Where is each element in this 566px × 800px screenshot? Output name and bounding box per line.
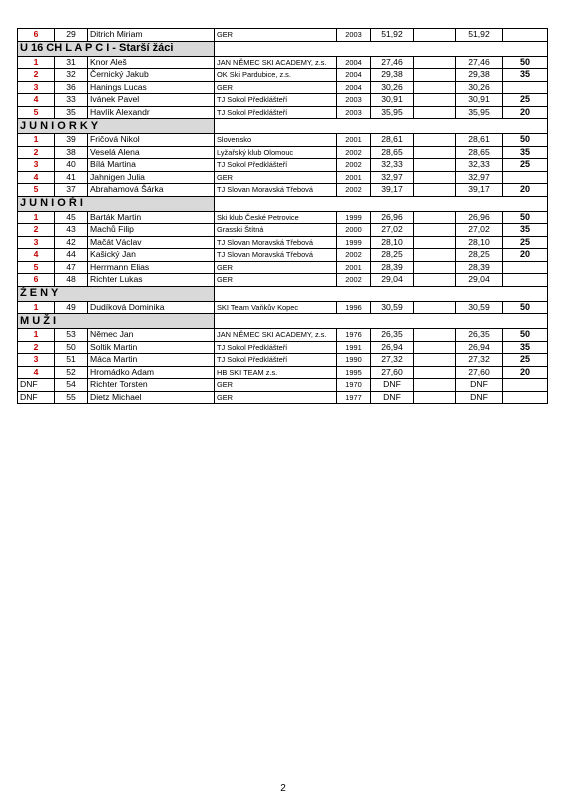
competitor-name-cell: Barták Martin [88,211,215,224]
bib-number-cell: 32 [55,69,88,82]
place-cell: 5 [18,106,55,119]
bib-number-cell: 29 [55,29,88,42]
second-run-cell [414,56,456,69]
competitor-name-cell: Němec Jan [88,329,215,342]
bib-number-cell: 54 [55,379,88,392]
run-time-cell: 27,60 [371,366,414,379]
competitor-name-cell: Kašický Jan [88,249,215,262]
points-cell [503,81,548,94]
total-time-cell: 26,96 [456,211,503,224]
points-cell: 35 [503,146,548,159]
run-time-cell: DNF [371,391,414,404]
place-cell: 6 [18,274,55,287]
category-blank-cell [215,119,548,134]
result-row [18,379,548,392]
place-cell: 3 [18,159,55,172]
place-cell: 5 [18,184,55,197]
run-time-cell: 51,92 [371,29,414,42]
second-run-cell [414,29,456,42]
place-cell: DNF [18,379,55,392]
points-cell [503,171,548,184]
points-cell: 20 [503,184,548,197]
place-cell: 2 [18,341,55,354]
run-time-cell: 39,17 [371,184,414,197]
club-cell: GER [215,81,337,94]
points-cell: 50 [503,211,548,224]
points-cell [503,391,548,404]
total-time-cell: DNF [456,379,503,392]
run-time-cell: 30,91 [371,94,414,107]
birth-year-cell: 2002 [337,184,371,197]
birth-year-cell: 2003 [337,94,371,107]
points-cell: 50 [503,56,548,69]
page-number: 2 [280,783,286,794]
run-time-cell: 28,65 [371,146,414,159]
category-blank-cell [215,196,548,211]
total-time-cell: 30,59 [456,301,503,314]
bib-number-cell: 37 [55,184,88,197]
competitor-name-cell: Bílá Martina [88,159,215,172]
total-time-cell: DNF [456,391,503,404]
competitor-name-cell: Máca Martin [88,354,215,367]
total-time-cell: 35,95 [456,106,503,119]
place-cell: 1 [18,329,55,342]
category-blank-cell [215,314,548,329]
result-row [18,341,548,354]
total-time-cell: 39,17 [456,184,503,197]
club-cell: GER [215,274,337,287]
place-cell: 1 [18,211,55,224]
run-time-cell: 32,33 [371,159,414,172]
club-cell: GER [215,171,337,184]
second-run-cell [414,134,456,147]
club-cell: TJ Sokol Předklášteří [215,106,337,119]
place-cell: 1 [18,56,55,69]
category-header-row [18,119,548,134]
bib-number-cell: 55 [55,391,88,404]
competitor-name-cell: Fričová Nikol [88,134,215,147]
place-cell: 2 [18,224,55,237]
club-cell: GER [215,391,337,404]
result-row [18,391,548,404]
competitor-name-cell: Herrmann Elias [88,261,215,274]
bib-number-cell: 52 [55,366,88,379]
bib-number-cell: 44 [55,249,88,262]
place-cell: 6 [18,29,55,42]
points-cell: 25 [503,94,548,107]
birth-year-cell: 1999 [337,211,371,224]
result-row [18,106,548,119]
second-run-cell [414,274,456,287]
place-cell: 4 [18,249,55,262]
points-cell: 50 [503,329,548,342]
place-cell: 2 [18,146,55,159]
points-cell [503,261,548,274]
bib-number-cell: 53 [55,329,88,342]
second-run-cell [414,379,456,392]
birth-year-cell: 1999 [337,236,371,249]
result-row [18,211,548,224]
category-header-row [18,41,548,56]
competitor-name-cell: Dietz Michael [88,391,215,404]
run-time-cell: 28,25 [371,249,414,262]
second-run-cell [414,94,456,107]
results-table [17,28,548,404]
second-run-cell [414,354,456,367]
run-time-cell: 26,94 [371,341,414,354]
bib-number-cell: 41 [55,171,88,184]
competitor-name-cell: Veselá Alena [88,146,215,159]
points-cell: 20 [503,106,548,119]
competitor-name-cell: Machů Filip [88,224,215,237]
result-row [18,366,548,379]
category-header-row [18,196,548,211]
total-time-cell: 28,65 [456,146,503,159]
run-time-cell: 30,59 [371,301,414,314]
place-cell: 4 [18,366,55,379]
competitor-name-cell: Ditrich Miriam [88,29,215,42]
second-run-cell [414,184,456,197]
second-run-cell [414,171,456,184]
result-row [18,224,548,237]
competitor-name-cell: Hanings Lucas [88,81,215,94]
second-run-cell [414,249,456,262]
category-header-row [18,286,548,301]
birth-year-cell: 2002 [337,249,371,262]
place-cell: 2 [18,69,55,82]
competitor-name-cell: Knor Aleš [88,56,215,69]
club-cell: Lyžařský klub Olomouc [215,146,337,159]
club-cell: GER [215,261,337,274]
club-cell: OK Ski Pardubice, z.s. [215,69,337,82]
second-run-cell [414,329,456,342]
result-row [18,261,548,274]
birth-year-cell: 2002 [337,274,371,287]
points-cell: 50 [503,301,548,314]
club-cell: GER [215,29,337,42]
total-time-cell: 30,91 [456,94,503,107]
run-time-cell: 29,38 [371,69,414,82]
total-time-cell: 27,02 [456,224,503,237]
birth-year-cell: 2001 [337,134,371,147]
result-row [18,159,548,172]
place-cell: 3 [18,81,55,94]
points-cell: 35 [503,224,548,237]
result-row [18,56,548,69]
result-row [18,249,548,262]
category-title: U 16 CH L A P C I - Starší žáci [18,41,215,56]
club-cell: SKI Team Vaňkův Kopec [215,301,337,314]
place-cell: 1 [18,134,55,147]
second-run-cell [414,224,456,237]
points-cell [503,274,548,287]
total-time-cell: 28,10 [456,236,503,249]
birth-year-cell: 1995 [337,366,371,379]
points-cell: 25 [503,354,548,367]
result-row [18,81,548,94]
bib-number-cell: 50 [55,341,88,354]
total-time-cell: 28,39 [456,261,503,274]
place-cell: 4 [18,171,55,184]
second-run-cell [414,211,456,224]
competitor-name-cell: Abrahamová Šárka [88,184,215,197]
bib-number-cell: 45 [55,211,88,224]
result-row [18,29,548,42]
category-title: Ž E N Y [18,286,215,301]
competitor-name-cell: Černický Jakub [88,69,215,82]
birth-year-cell: 2002 [337,159,371,172]
club-cell: TJ Sokol Předklášteří [215,354,337,367]
second-run-cell [414,159,456,172]
points-cell: 20 [503,249,548,262]
points-cell: 20 [503,366,548,379]
club-cell: TJ Slovan Moravská Třebová [215,236,337,249]
bib-number-cell: 42 [55,236,88,249]
total-time-cell: 29,38 [456,69,503,82]
club-cell: Slovensko [215,134,337,147]
birth-year-cell: 2004 [337,69,371,82]
birth-year-cell: 2001 [337,261,371,274]
club-cell: Grasski Štítná [215,224,337,237]
club-cell: TJ Sokol Předklášteří [215,159,337,172]
total-time-cell: 29,04 [456,274,503,287]
run-time-cell: 30,26 [371,81,414,94]
result-row [18,329,548,342]
total-time-cell: 51,92 [456,29,503,42]
bib-number-cell: 31 [55,56,88,69]
second-run-cell [414,106,456,119]
category-title: J U N I O R K Y [18,119,215,134]
competitor-name-cell: Hromádko Adam [88,366,215,379]
category-title: J U N I O Ř I [18,196,215,211]
results-body [18,29,548,404]
category-blank-cell [215,286,548,301]
result-row [18,69,548,82]
club-cell: HB SKI TEAM z.s. [215,366,337,379]
birth-year-cell: 2004 [337,56,371,69]
total-time-cell: 26,94 [456,341,503,354]
club-cell: GER [215,379,337,392]
run-time-cell: 28,10 [371,236,414,249]
total-time-cell: 27,60 [456,366,503,379]
result-row [18,274,548,287]
birth-year-cell: 2001 [337,171,371,184]
place-cell: 3 [18,354,55,367]
place-cell: 5 [18,261,55,274]
second-run-cell [414,341,456,354]
total-time-cell: 30,26 [456,81,503,94]
second-run-cell [414,301,456,314]
category-title: M U Ž I [18,314,215,329]
bib-number-cell: 48 [55,274,88,287]
birth-year-cell: 2002 [337,146,371,159]
birth-year-cell: 2000 [337,224,371,237]
run-time-cell: 29,04 [371,274,414,287]
bib-number-cell: 49 [55,301,88,314]
bib-number-cell: 43 [55,224,88,237]
category-header-row [18,314,548,329]
competitor-name-cell: Dudíková Dominika [88,301,215,314]
competitor-name-cell: Ivánek Pavel [88,94,215,107]
run-time-cell: 35,95 [371,106,414,119]
result-row [18,354,548,367]
run-time-cell: 27,32 [371,354,414,367]
bib-number-cell: 38 [55,146,88,159]
second-run-cell [414,261,456,274]
bib-number-cell: 36 [55,81,88,94]
result-row [18,236,548,249]
second-run-cell [414,69,456,82]
points-cell [503,29,548,42]
total-time-cell: 27,32 [456,354,503,367]
birth-year-cell: 2004 [337,81,371,94]
result-row [18,184,548,197]
points-cell: 35 [503,69,548,82]
total-time-cell: 26,35 [456,329,503,342]
club-cell: JAN NĚMEC SKI ACADEMY, z.s. [215,329,337,342]
place-cell: 4 [18,94,55,107]
bib-number-cell: 33 [55,94,88,107]
second-run-cell [414,236,456,249]
run-time-cell: 28,39 [371,261,414,274]
second-run-cell [414,391,456,404]
birth-year-cell: 1996 [337,301,371,314]
competitor-name-cell: Mačát Václav [88,236,215,249]
competitor-name-cell: Jahnigen Julia [88,171,215,184]
club-cell: TJ Sokol Předklášteří [215,341,337,354]
bib-number-cell: 39 [55,134,88,147]
total-time-cell: 27,46 [456,56,503,69]
competitor-name-cell: Havlík Alexandr [88,106,215,119]
bib-number-cell: 35 [55,106,88,119]
total-time-cell: 28,25 [456,249,503,262]
run-time-cell: DNF [371,379,414,392]
birth-year-cell: 1976 [337,329,371,342]
points-cell: 50 [503,134,548,147]
result-row [18,146,548,159]
run-time-cell: 26,35 [371,329,414,342]
birth-year-cell: 1991 [337,341,371,354]
points-cell [503,379,548,392]
points-cell: 35 [503,341,548,354]
result-row [18,171,548,184]
total-time-cell: 32,33 [456,159,503,172]
competitor-name-cell: Richter Torsten [88,379,215,392]
club-cell: TJ Slovan Moravská Třebová [215,249,337,262]
club-cell: TJ Slovan Moravská Třebová [215,184,337,197]
competitor-name-cell: Richter Lukas [88,274,215,287]
bib-number-cell: 51 [55,354,88,367]
bib-number-cell: 47 [55,261,88,274]
birth-year-cell: 1990 [337,354,371,367]
result-row [18,301,548,314]
club-cell: TJ Sokol Předklášteří [215,94,337,107]
second-run-cell [414,146,456,159]
club-cell: Ski klub České Petrovice [215,211,337,224]
second-run-cell [414,81,456,94]
points-cell: 25 [503,236,548,249]
birth-year-cell: 2003 [337,106,371,119]
run-time-cell: 28,61 [371,134,414,147]
place-cell: 1 [18,301,55,314]
run-time-cell: 27,46 [371,56,414,69]
points-cell: 25 [503,159,548,172]
place-cell: DNF [18,391,55,404]
bib-number-cell: 40 [55,159,88,172]
run-time-cell: 32,97 [371,171,414,184]
category-blank-cell [215,41,548,56]
result-row [18,94,548,107]
club-cell: JAN NĚMEC SKI ACADEMY, z.s. [215,56,337,69]
total-time-cell: 28,61 [456,134,503,147]
birth-year-cell: 2003 [337,29,371,42]
total-time-cell: 32,97 [456,171,503,184]
competitor-name-cell: Soltik Martin [88,341,215,354]
run-time-cell: 26,96 [371,211,414,224]
birth-year-cell: 1977 [337,391,371,404]
run-time-cell: 27,02 [371,224,414,237]
result-row [18,134,548,147]
second-run-cell [414,366,456,379]
birth-year-cell: 1970 [337,379,371,392]
place-cell: 3 [18,236,55,249]
